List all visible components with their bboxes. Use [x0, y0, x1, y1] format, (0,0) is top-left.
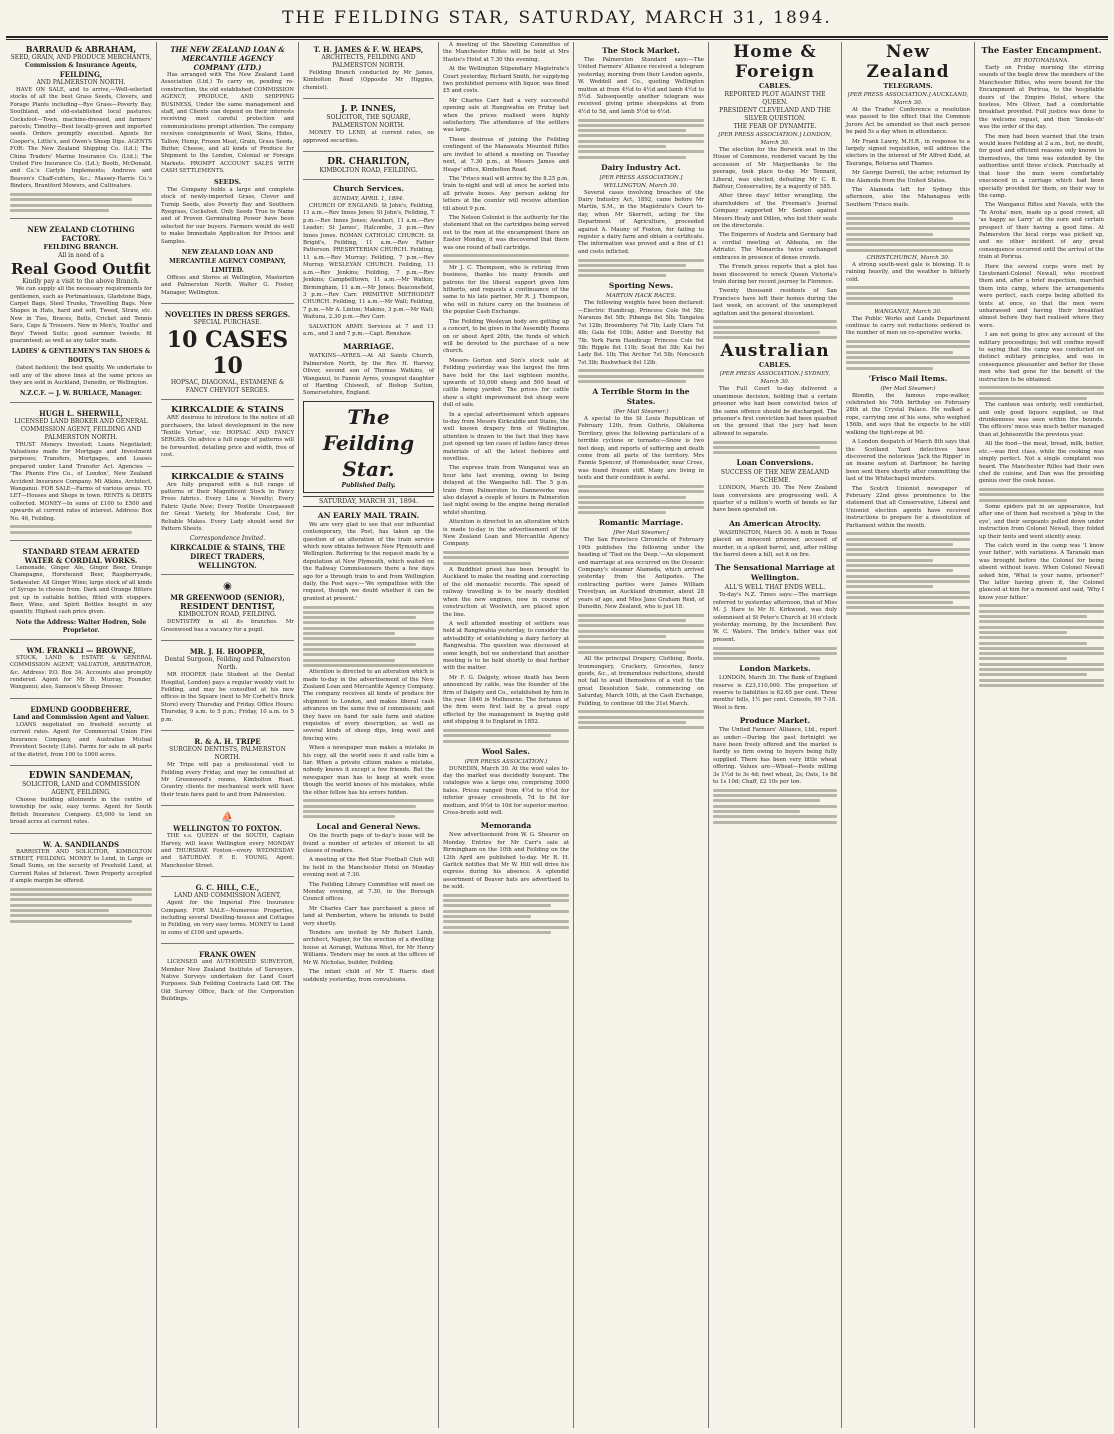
news-item: A Buddhist priest has been brought to Auckland to make the reading and correcting of the old monastic records. The speed of railway travelling is to be nearly doubled when the new engines, now in course of construction at Woolwich, are placed upon the line.: [443, 567, 569, 618]
wool-sales-source: (PER PRESS ASSOCIATION.): [464, 758, 548, 765]
sensational-marriage-subheading: ALL'S WELL THAT ENDS WELL.: [724, 584, 826, 592]
leader-heading: AN EARLY MAIL TRAIN.: [317, 510, 420, 520]
sporting-news-heading: Sporting News.: [608, 281, 674, 291]
encampment-paragraph: All the food—the meat, bread, milk, butter, etc.—was first class, while the cooking was simply perfect. Not a single complaint was heard. The Manchester Rifles had their own chef de cuisine, and Dan was the presiding genius over the cook house.: [979, 441, 1104, 485]
paper-subtitle: Published Daily.: [341, 481, 396, 489]
news-item: At the Wellington Stipendiary Magistrate's Court yesterday, Richard Smith, for supplying two prohibited persons with liquor, was fined £5 and costs.: [443, 66, 569, 95]
produce-market-heading: Produce Market.: [739, 716, 811, 726]
ad-body: Offices and Stores at Wellington, Masterton and Palmerston North. Walter G. Foster, Manager, Wellington.: [161, 274, 294, 296]
news-item: Mr F. G. Dalgety, whose death has been announced by cable, was the founder of the firm of Dalgety and Co., established by him in the year 1846 in Melbourne. The fortunes of the firm were first laid by a great copy effected by the management in buying gold and shipping it to England in 1852.: [443, 674, 569, 726]
ad-kirkcaldie-2: [161, 470, 294, 576]
church-services-footer: SALVATION ARMY. Services at 7 and 11 a.m., and 3 and 7 p.m.—Capt. Renshaw.: [303, 323, 434, 337]
encampment-paragraph: The men had been warned that the train would leave Feilding at 2 a.m., but, no doubt, for good and efficient reasons only known to themselves, the time was extended by the authorities until three o'clock. Punctually at that hour the men were comfortably ensconced in a carriage which had been specially provided for them, on their way to the camp.: [979, 133, 1104, 199]
ad-title: KIRKCALDIE & STAINS: [171, 471, 284, 482]
ad-tripe-dentists: [161, 734, 294, 806]
masthead-rule: [6, 36, 1108, 38]
dairy-act-body: Several cases involving breaches of the Dairy Industry Act, 1892, came before Mr Martin, S.M., in the Magistrate's Court to-day, when Mr Skerrett, acting for the Department of Agriculture, proceeded against A. Mauny of Foxton, for failing to register a dairy farm and obtain a certificate. The information was proved and a fine of £1 and costs inflicted.: [578, 189, 704, 255]
ad-nz-loan-mercantile: [161, 42, 294, 304]
ad-title: BARRAUD & ABRAHAM,: [25, 44, 137, 54]
ad-body: LICENSED and AUTHORISED SURVEYOR, Member New Zealand Institute of Surveyors. Native Surveys undertaken for Land Court Purposes. Sub Feilding Contracts Laid Off. The Old Survey Office, Back of the Corporation Buildings.: [161, 959, 294, 1003]
ad-subtitle: SURGEON DENTISTS, PALMERSTON NORTH.: [169, 746, 286, 762]
church-services-date: SUNDAY, APRIL 1, 1894.: [332, 196, 405, 203]
news-item: Messrs Gorton and Son's stock sale at Feilding yesterday was the largest the firm have held for the last eighteen months, upwards of 10,000 sheep and 500 head of cattle being yarded. The prices for cattle show a slight improvement but sheep were dull of sale.: [443, 357, 569, 409]
ad-title: NEW ZEALAND LOAN AND MERCANTILE AGENCY COMPANY, LIMITED.: [169, 248, 286, 274]
easter-encampment-heading: The Easter Encampment.: [981, 46, 1102, 56]
news-item: A well attended meeting of settlers was held at Rangiwahia yesterday, to consider the advisability of establishing a dairy factory at Rangiwahia. The question was discussed at some length, but we understand that another meeting is to be held shortly to deal further with the matter.: [443, 620, 569, 672]
local-news-item: Mr Charles Carr has purchased a piece of land at Pemberton, where he intends to build very shortly.: [303, 905, 434, 927]
news-item: The Nelson Colonist is the authority for the statement that on the cartridges being served out to the men at the encampment there on Easter Monday, it was discovered that there was one round of ball cartridge.: [443, 214, 569, 251]
ad-body: HOPSAC, DIAGONAL, ESTAMENE & FANCY CHEVIOT SERGES.: [170, 379, 285, 395]
frisco-mail-source: (Per Mail Steamer.): [880, 385, 936, 392]
ad-body: MR HOOPER (late Student at the Dental Hospital, London) pays a regular weekly visit to Feilding, and may be consulted at his new offices in the Square (next to Mr Corbett's Brick Store) every Thursday and Friday. Office Hours: Thursday, 9 a.m. to 5 p.m.; Friday, 10 a.m. to 5 p.m.: [161, 672, 294, 723]
ad-barraud-abraham: [10, 42, 152, 219]
produce-market-body: The United Farmers' Alliance, Ltd., report as under:—During the past fortnight we have been freely offered and the market is hardly so firm owing to buyers being fully supplied. There has been very little wheat offering. Values are—Wheat—Feeds milling 3s 1½d to 3s 4d; fowl wheat, 2s; Oats, 1s 8d to 1s 10d; Chaff, £2 10s per ton.: [713, 727, 837, 786]
encampment-paragraph: The catch word in the camp was 'I know your father', with variations. A Taranaki man was brought before the Colonel for being absent without leave. When Colonel Newall asked him, 'What is your name, prisoner?' The latter having given it, the Colonel glanced at him for a moment and said, 'Why I know your father.': [979, 542, 1104, 601]
cable-headline: THE FEAR OF DYNAMITE.: [733, 123, 817, 130]
ad-subtitle: ARCHITECTS, FEILDING AND PALMERSTON NORTH.: [321, 54, 416, 69]
ad-subtitle: SOLICITOR, THE SQUARE, PALMERSTON NORTH.: [326, 114, 411, 130]
dateline: SATURDAY, MARCH 31, 1894.: [303, 496, 434, 507]
cable-item: The Emperors of Austria and Germany had a cordial meeting at Abbazia, on the Adriatic. The Monarchs twice exchanged embraces in presence of dense crowds.: [713, 232, 837, 261]
masthead: THE FEILDING STAR, SATURDAY, MARCH 31, 1894.: [282, 8, 832, 28]
local-news-item: Tenders are invited by Mr Robert Lamb, architect, Napier, for the erection of a dwelling house at Aorangi, Waituna West, for Mr Henry Williams. Tenders may be seen at the offices of Mr W. Nicholas, builder, Feilding.: [303, 930, 434, 966]
london-markets-body: LONDON, March 30. The Bank of England reserve is £23,110,000. The proportion of reserve to liabilities is 62.65 per cent. Three months' bills, 1½ per cent. Consols, 99 7-16. Wool is firm.: [713, 675, 837, 711]
cable-item: The election for the Berwick seat in the House of Commons, rendered vacant by the accession of Mr Marjoribanks to the peerage, took place to-day. Mr Tennant, Liberal, was elected, defeating Mr C. B. Balfour, Conservative, by a majority of 585.: [713, 147, 837, 191]
ad-subtitle: FEILDING BRANCH.: [43, 243, 119, 252]
telegram-item: The Alameda left for Sydney this afternoon, also the Mahanapua with Southern 'Frisco mails.: [846, 187, 970, 208]
cable-headline: PRESIDENT CLEVELAND AND THE SILVER QUESTION.: [719, 107, 831, 122]
column-6: [708, 42, 841, 1428]
ad-body: Lemonade, Ginger Ale, Ginger Beer, Orange Champagne, Horehound Beer, Raspberryade, Sodawater. All Ginger Wine; large stock of all kinds of Syrups to choose from. Dark and Orange Bitters put up in suitable bottles, fitted with stoppers. Beer, Wine, and Spirit Bottles bought in any quantity. Highest cash price given.: [10, 565, 152, 616]
ad-subtitle: KIMBOLTON ROAD, FEILDING.: [319, 167, 418, 175]
telegram-item: At the Trades' Conference a resolution was passed to the effect that the Common Jurors Act be amended so that each person be paid 5s a day when in attendance.: [846, 107, 970, 136]
frisco-mail-heading: 'Frisco Mail Items.: [868, 373, 948, 383]
newspaper-page: [6, 42, 1108, 1428]
ad-title: MR GREENWOOD (SENIOR),: [170, 593, 285, 603]
ad-title: NEW ZEALAND CLOTHING FACTORY.: [27, 225, 135, 244]
telegram-dateline: CHRISTCHURCH, March 30.: [866, 254, 950, 261]
ad-goodbehere: [10, 702, 152, 766]
news-item: The Feilding Wesleyan body are getting up a concert, to be given in the Assembly Rooms on or about April 20th, the funds of which will be devoted to the purchase of a new church.: [443, 318, 569, 355]
storm-body: A special to the St Louis Republican of February 12th, from Guthrie, Oklahoma Territory, gives the following particulars of a terrible cyclone or tornado:—Snow is two feet deep, and reports of suffering and death come from all parts of the territory. Mrs Fannie Spencer, of Homesteader, near Cross, was found frozen stiff. Many are living in tents and their condition is awful.: [578, 416, 704, 482]
masthead-rule-thin: [6, 39, 1108, 40]
ad-subtitle: FEILDING,: [59, 70, 103, 79]
ad-title: EDMUND GOODBEHERE,: [30, 704, 132, 714]
ad-charlton: [303, 155, 434, 180]
atrocity-heading: An American Atrocity.: [729, 518, 821, 528]
church-services-heading: Church Services.: [333, 184, 404, 194]
cable-dateline: [PER PRESS ASSOCIATION.] SYDNEY, March 30.: [719, 371, 831, 386]
ad-kirkcaldie-1: [161, 403, 294, 466]
nz-telegrams-subheading: TELEGRAMS.: [883, 82, 933, 90]
ad-headline-real-good-outfit: Real Good Outfit: [11, 260, 151, 279]
ad-signature: Correspondence Invited.: [189, 535, 266, 543]
ad-body: The Company holds a large and complete stock of newly-imported Grass, Clover and Turnip Seeds, also Poverty Bay and Southern Ryegrass, Cocksfoot. Only Seeds True to Name and of Proven Germinating Power have been selected for our buyers. Farmers would do well to make Immediate Application for Prices and Samples.: [161, 186, 294, 245]
column-1: [6, 42, 156, 1428]
ad-sandilands: [10, 837, 152, 929]
sporting-news-subheading: MARTON HACK RACES.: [605, 293, 677, 300]
loan-conversions-heading: Loan Conversions.: [736, 458, 814, 468]
ad-dress-serges: [161, 307, 294, 400]
ad-body: Choose building allotments in the centre of township for sale, easy terms. Agent for South British Insurance Company. £5,000 to lend on broad acres at current rates.: [10, 796, 152, 826]
ad-title: THE NEW ZEALAND LOAN & MERCANTILE AGENCY COMPANY (LTD.): [170, 45, 285, 72]
stock-market-heading: The Stock Market.: [602, 46, 680, 55]
leader-paragraph: We are very glad to see that our influential contemporary, the Post, has taken up the question of an alteration of the train service which now obtains between New Plymouth and Wellington. Referring to the request made by a deputation at New Plymouth, which waited on the Railway Commissioners there a few days ago for a through train to and from Wellington daily, the Post says:—'We sympathise with the request, though we doubt whether it can be granted at present.': [303, 521, 434, 602]
cable-item: The French press reports that a plot has been discovered to wreck Queen Victoria's train during her recent journey to Florence.: [713, 264, 837, 285]
telegram-dateline: [PER PRESS ASSOCIATION.] AUCKLAND, March 30.: [847, 92, 969, 106]
church-services-body: CHURCH OF ENGLAND. St John's, Feilding, 11 a.m.—Rev Innes Jones; St John's, Feilding, 7 p.m.—Rev Innes Jones; Awahuri, 11 a.m.—Rev Leader; St James', Halcombe, 3 p.m.—Rev Innes Jones. ROMAN CATHOLIC CHURCH. St Brigid's, Feilding, 11 a.m.—Rev Father Patterson. PRESBYTERIAN CHURCH. Feilding, 11 a.m.—Rev Murray; Feilding, 7 p.m.—Rev Murray. WESLEYAN CHURCH. Feilding, 11 a.m.—Rev Jenkins; Feilding, 7 p.m.—Rev Jenkins; Campbelltown, 11 a.m.—Mr Watkin; Birmingham, 11 a.m.—Mr Jones; Beaconsfield, 3 p.m.—Rev Carr. PRIMITIVE METHODIST CHURCH. Feilding, 11 a.m.—Mr Wall; Feilding, 7 p.m.—Mr A. Linton; Makino, 3 p.m.—Mr Wall; Waituna, 2.30 p.m.—Rev Carr.: [303, 203, 434, 321]
romantic-marriage-source: [Per Mail Steamer.]: [613, 530, 669, 537]
ad-title: MR. J. H. HOOPER,: [189, 647, 266, 657]
news-item: Mr Charles Carr had a very successful opening sale at Rangiwahia on Friday last when the prices realised were highly satisfactory. The attendance of the settlers was large.: [443, 97, 569, 134]
ad-body: TRUST Moneys Invested; Loans Negotiated; Valuations made for Mortgage and Investment purposes; Transfers, Mortgages, and Leases prepared under Land Transfer Act. Agencies — 'The Phenix Fire Co., of London', New Zealand Accident Insurance Company. Mt Atkins, Architect, Wanganui. FOR SALE—Farms of various areas. TO LET—Houses and Shops in town. RENTS & DEBTS collected. MONEY—In sums of £100 to £500 and upwards at current rates of interest. Address: Box No. 46, Feilding.: [10, 441, 152, 522]
storm-source: (Per Mail Steamer.): [613, 409, 669, 416]
ad-title: W. A. SANDILANDS: [42, 839, 120, 849]
telegram-dateline: WANGANUI, March 30.: [874, 308, 942, 315]
ad-body: (latest fashion); the best quality. We undertake to sell any of the above lines at the same prices as they are sold in Auckland, Dunedin, or Wellington.: [10, 365, 152, 387]
news-item: A meeting of the Shooting Committee of the Manchester Rifles will be held at Mrs Hastie's Hotel at 7.30 this evening.: [443, 42, 569, 63]
ad-subtitle: RESIDENT DENTIST,: [179, 601, 276, 612]
dairy-act-source: [PER PRESS ASSOCIATION.] WELLINGTON, March 30.: [599, 174, 683, 189]
home-foreign-heading: Home & Foreign: [733, 42, 817, 82]
ad-title: KIRKCALDIE & STAINS, THE DIRECT TRADERS, WELLINGTON.: [170, 543, 285, 571]
ad-clothing-factory: [10, 222, 152, 402]
news-item: Mr J. C. Thompson, who is retiring from business, thanks his many friends and patrons for the liberal support given him hitherto, and requests a continuance of the same to his late partner, Mr R. J. Thompson, who will in future carry on the business of the popular Cash Exchange.: [443, 264, 569, 316]
ad-body: MONEY TO LEND, at current rates, on approved securities.: [303, 130, 434, 144]
marriage-heading: MARRIAGE.: [343, 342, 394, 352]
ad-title: SEEDS.: [214, 177, 241, 186]
ad-subtitle: Kindly pay a visit to the above Branch.: [22, 278, 140, 286]
easter-encampment-byline: BY ROTONAHANA.: [1013, 58, 1070, 64]
ad-title: KIRKCALDIE & STAINS: [171, 405, 284, 416]
paper-title: The Feilding Star.: [322, 404, 415, 481]
news-item: The 'Frisco mail will arrive by the 8.25 p.m. train to-night and will at once be sorted into all private boxes. Any person asking for letters at the counter will receive attention till about 9 p.m.: [443, 175, 569, 212]
loan-conversions-body: LONDON, March 30. The New Zealand loan conversions are progressing well. A quarter of a million's worth of bonds so far have been operated on.: [713, 485, 837, 514]
ad-subtitle: LICENSED LAND BROKER AND GENERAL COMMISSION AGENT, FEILDING AND PALMERSTON NORTH.: [14, 417, 148, 441]
leader-paragraph: Attention is directed to an alteration which is made to-day in the advertisement of the New Zealand Loan and Mercantile Agency Company. The company receives all kinds of produce for shipment to London, and makes liberal cash advances on the same free of commission; and they have on hand for sale farm and station requisites of every description, as well as several kinds of sheep dips, long wool and fencing wire.: [303, 669, 434, 742]
ad-body: Agent for the Imperial Fire Insurance Company. FOR SALE—Numerous Properties, including several Dwelling-houses and Cottages in Feilding, on very easy terms. MONEY to Lend in sums of £100 and upwards.: [161, 900, 294, 936]
encampment-paragraph: Early on Friday morning the stirring sounds of the bugle drew the members of the Manchester Rifles, who were bound for the Encampment at Porirua, to the hospitable doors of the Empire Hotel, where the hostess, Mrs Oliver, had a comfortable breakfast provided. Full justice was done to the welcome repast, and then 'Smoke-oh' was the order of the day.: [979, 65, 1104, 131]
marriage-notice: WATKINS—AYRES.—At All Saints Church, Palmerston North, by the Rev. H. Harvey, Oliver, second son of Thomas Watkins, of Wanganui, to Fannie Ayres, youngest daughter of Harding Chiswell, of Bishop Sutton, Somersetshire, England.: [303, 353, 434, 397]
dentist-tooth-icon: ◉: [223, 581, 232, 593]
ad-body: ARE desirous to introduce to the notice of all purchasers, the latest development in the new 'Textile Virtue', viz: HOPSAC AND FANCY SERGES. On advice a full range of patterns will be forwarded, detailing price and width, free of cost.: [161, 415, 294, 459]
ad-body: DENTISTRY in all its branches. Mr Greenwood has a vacancy for a pupil.: [161, 619, 294, 633]
ad-hill: [161, 880, 294, 944]
ad-hooper-dentist: [161, 644, 294, 731]
ad-subtitle: Commission & Insurance Agents,: [25, 62, 137, 69]
ad-body: LOANS negotiated on freehold security at current rates. Agent for Commercial Union Fire Insurance Company, and Australian Mutual Provident Society (Life). Farms for sale in all parts of the district, from 100 to 1000 acres.: [10, 721, 152, 758]
ad-sherwill: [10, 406, 152, 541]
encampment-paragraph: Some spiders put in an appearance, but after one of them had received a 'plug in the eye', and their sergeants pulled down under instruction from Colonel Newall, they folded up their tents and went silently away.: [979, 503, 1104, 540]
ad-body: Are fully prepared with a full range of patterns of their Magnificent Stock in Fancy Press fabrics. Every Line a Novelty; Every Fabric Quite New; Every Textile Unsurpassed for Great Variety, for Moderate Cost, for Reliable Makes. Every Lady should send for Pattern Sheets.: [161, 481, 294, 533]
ad-address: KIMBOLTON ROAD, FEILDING.: [178, 611, 277, 619]
ad-subtitle: Dental Surgeon, Feilding and Palmerston North.: [164, 656, 291, 672]
memoranda-heading: Memoranda: [480, 821, 532, 831]
telegram-item: Mr George Darrell, the actor, returned by the Alameda from the United States.: [846, 170, 970, 184]
ad-title: T. H. JAMES & F. W. HEAPS,: [313, 45, 424, 54]
ad-title: HUGH L. SHERWILL,: [39, 408, 123, 418]
dairy-act-heading: Dairy Industry Act.: [601, 162, 681, 172]
local-news-item: The infant child of Mr T. Harris died suddenly yesterday, from convulsions.: [303, 969, 434, 983]
ad-greenwood-dentist: [161, 578, 294, 641]
loan-conversions-subheading: SUCCESS OF THE NEW ZEALAND SCHEME.: [720, 469, 830, 485]
ad-signature: N.Z.C.F. — J. W. BURLACE, Manager.: [20, 389, 142, 397]
ad-title: R. & A. H. TRIPE: [194, 737, 261, 747]
telegram-item: Mr Frank Lawry, M.H.R., in response to a largely signed requisition, will address the electors in the interest of Mr Alfred Kidd, at Tauranga, Rotorua and Thames.: [846, 138, 970, 167]
column-4: [438, 42, 573, 1428]
news-item: The express train from Wanganui was an hour late last evening, owing to being delayed at the Wangaehu hill. The 5 p.m. train from Palmerston to Danneverke was also delayed a couple of hours in Palmerston last night owing to the engine being derailed whilst shunting.: [443, 465, 569, 516]
ad-body: THE s.s. QUEEN of the SOUTH, Captain Harvey, will leave Wellington every MONDAY and THURSDAY. Foxton—every WEDNESDAY and SATURDAY. F. E. YOUNG, Agent, Manchester Street.: [161, 833, 294, 869]
ad-subtitle: Land and Commission Agent and Valuer.: [12, 713, 150, 721]
ad-body: STOCK, LAND & ESTATE & GENERAL COMMISSION AGENT, VALUATOR, ARBITRATOR, &c. Address: P.O. Box 34. Accounts also promptly rendered. Agent for Mr D. Murray, Founder, Wanganui; also, Samson's Sheep Dresser.: [10, 654, 152, 691]
frisco-mail-item: Blondin, the famous rope-walker, celebrated his 70th birthday on February 28th at the Crystal Palace. He walked a rope, carrying one of his sons, who weighed 156lb, and says that he expects to be still walking the tight-rope at 90.: [846, 392, 970, 436]
atrocity-body: WASHINGTON, March 30. A mob in Texas placed an innocent prisoner, accused of murder, in a spiked barrel, and, after rolling the barrel down a hill, set it on fire.: [713, 529, 837, 558]
cable-item: Twenty thousand residents of San Francisco have left their homes during the last week, on account of the unemployed agitation and the general discontent.: [713, 288, 837, 317]
home-foreign-subheading: CABLES.: [759, 82, 791, 90]
steamship-icon: ⛵: [221, 812, 234, 824]
ad-body: BARRISTER AND SOLICITOR, KIMBOLTON STREET, FEILDING. MONEY to Lend, in Large or Small Sums, on the security of Freehold Land, at Current Rates of Interest. Town Property accepted if ample margin be offered.: [10, 848, 152, 885]
romantic-marriage-body: All the principal Drapery, Clothing, Boots, Ironmongery, Crockery, Groceries, fancy goods, &c., at tremendous reductions, should not fail to avail themselves of a visit to the great Desolution Sale, commencing on Saturday, March 10th, at the Cash Exchange, Feilding, to continue till the 31st March.: [578, 656, 704, 707]
ad-body: We can supply all the necessary requirements for gentlemen, such as Portmanteaux, Gladstone Bags, Carpet Bags, Steel Trunks, Travelling Bags. New Shapes in Hats, hard and soft, Tweed, Straw, etc. New in Ties, Braces, Belts, Cricket and Tennis Sacs, Caps & Trousers. New in Men's, Youths' and Boys' Tweed Suits; good summer tweeds; fit guaranteed; as well as any tailor made.: [10, 286, 152, 345]
news-item: Attention is directed to an alteration which is made to-day in the advertisement of the New Zealand Loan and Mercantile Agency Company.: [443, 519, 569, 548]
ad-signature: Note the Address: Walter Hodren, Sole Proprietor.: [15, 618, 147, 634]
ad-subtitle: AND PALMERSTON NORTH.: [36, 79, 126, 86]
australian-subheading: CABLES.: [759, 361, 791, 370]
ad-aerated-water: [10, 544, 152, 640]
ad-body: Mr Tripe will pay a professional visit to Feilding every Friday, and may be consulted at Mr Greenwood's rooms, Kimbolton Road. Country clients for mechanical work will have their train fares paid to and from Palmerston.: [161, 762, 294, 798]
ad-title: STANDARD STEAM AERATED WATER & CORDIAL WORKS.: [22, 547, 140, 565]
ad-title: J. P. INNES,: [341, 104, 396, 115]
stock-market-body: The Palmerston Standard says:—The United Farmers' Alliance received a telegram yesterday, morning from their London agents, W. Weddell and Co., quoting Wellington mutton at from 4½d to 4½d and lamb 4½d to 5½d. Subsequently another telegram was received giving prime sheepskins at from 4½d to 5d, and lamb 5½d to 6½d.: [578, 57, 704, 115]
encampment-paragraph: I am not going to give any account of the military proceedings; but will confine myself to saying that the camp was conducted on distinct military principles, and was in consequence pleasanter and better for those men who had gone for the benefit of the instruction to be obtained.: [979, 332, 1104, 383]
romantic-marriage-body: The San Francisco Chronicle of February 19th publishes the following under the heading of 'Tied on the Deep.'—An elopement and marriage at sea occurred on the Oceanic Company's steamer Alameda, which arrived yesterday from the Antipodes. The contracting parties were James William Trevelyan, an Auckland drummer, about 28 years of age, and Miss Jane Graham Reid, of Dunedin, New Zealand, who is just 18.: [578, 537, 704, 611]
frisco-mail-item: A London despatch of March 8th says that the Scotland Yard detectives have discovered the notorious 'Jack the Ripper' in an insane asylum at Dartmoor, he having been sent there shortly after committing the last of the Whitechapel murders.: [846, 439, 970, 483]
cable-item: After three days' bitter wrangling, the shareholders of the Freeman's Journal Company supported Mr Sexton against Messrs Healy and Dillon, who lost their seats on the directorate.: [713, 193, 837, 230]
london-markets-heading: London Markets.: [739, 664, 811, 674]
ad-title: WM. FRANKLI — BROWNE,: [26, 645, 136, 655]
ad-subtitle: SEED, GRAIN, AND PRODUCE MERCHANTS,: [10, 54, 152, 61]
ad-subtitle: SOLICITOR, LAND and COMMISSION AGENT, FEILDING.: [22, 780, 140, 796]
memoranda-body: New advertisement from W. G. Shearer on Monday. Entries for Mr Carr's sale at Birmingham on the 10th and Feilding on the 12th April are published to-day. Mr R. H. Garlick notifies that Mr W. Hill will drive his express during his absence. A splendid assortment of Beaver hats are advertised to be sold.: [443, 832, 569, 891]
ad-title: WELLINGTON TO FOXTON.: [173, 824, 282, 834]
news-item: Those desirous of joining the Feilding contingent of the Manawatu Mounted Rifles are invited to attend a meeting on Tuesday next, at 7.30 p.m., at Messrs James and Heaps' office, Kimbolton Road.: [443, 136, 569, 173]
telegram-item: The Public Works and Lands Department continue to carry out reductions ordered in the number of men on co-operative works.: [846, 315, 970, 337]
news-item: In a special advertisement which appears to-day from Messrs Kirkcaldie and Stains, the well known drapery firm of Wellington, attention is drawn to the fact that they have just opened up ten cases of ladies fancy dress materials of all the latest fashions and novelties.: [443, 411, 569, 463]
column-5: [573, 42, 708, 1428]
leader-paragraph: When a newspaper man makes a mistake in his copy, all the world sees it and calls him a liar. When a private citizen makes a mistake, nobody knows it except a few friends. But the newspaper man has to keep at work even though the world knows of his mistakes, while the other fellow has his errors hidden.: [303, 745, 434, 796]
sensational-marriage-heading: The Sensational Marriage at Wellington.: [715, 563, 835, 583]
ad-subtitle: SPECIAL PURCHASE.: [193, 319, 262, 327]
ad-title: FRANK OWEN: [199, 950, 256, 960]
column-7: [841, 42, 974, 1428]
ad-title: G. C. HILL, C.E.,: [195, 883, 260, 893]
local-news-item: On the fourth page of to-day's issue will be found a number of articles of interest to all classes of readers.: [303, 833, 434, 855]
cable-item: The Full Court to-day delivered a unanimous decision, holding that a certain prisoner who had been convicted twice of the same offence should be discharged. The prisoner's first conviction had been quashed on the ground that the jury had been allowed to separate.: [713, 386, 837, 437]
ad-innes: [303, 102, 434, 152]
romantic-marriage-heading: Romantic Marriage.: [598, 518, 684, 528]
ad-frankli-browne: [10, 643, 152, 699]
wool-sales-body: DUNEDIN, March 30. At the wool sales to-day the market was decidedly buoyant. The catalogue was a large one, comprising 3000 bales. Prices ranged from 4½d to 6½d for inferior greasy crossbreds, 7d to 8d for medium, and 9½d to 10d for superior merino. Cross-breds sold well.: [443, 765, 569, 816]
ad-headline-10-cases: 10 CASES 10: [166, 327, 289, 380]
storm-heading: A Terrible Storm in the States.: [592, 387, 690, 407]
ad-body: HAVE ON SALE, and to arrive,—Well-selected stocks of all the best Grass Seeds, Clovers, and Forage Plants including—Rye Grass—Poverty Bay, Southland, and old-established local pastures; Cocksfoot—Town, machine-dressed, and farmers' parcels; Timothy—Best locally-grown and imported seeds. Orders promptly executed. Agents for Cooper's, Little's, and Owen's Sheep Dips. AGENTS FOR: The New Zealand Shipping Co. (Ld.); The China Traders' Marine Insurance Co. (Ltd.); The United Fire Insurance Co. (Ld.); Booth, McDonald, and Co.'s Carlyle Implements; Andrews and Beaven's Chaff-cutters, &c.; Massey-Harris Co.'s Binders, Brantford Mowers, and Cultivators.: [10, 87, 152, 190]
column-2: [156, 42, 298, 1428]
ad-owen-surveyor: [161, 947, 294, 1009]
ad-james-heaps: [303, 42, 434, 99]
ad-title: DR. CHARLTON,: [327, 157, 410, 168]
sensational-marriage-body: To-day's N.Z. Times says:—The marriage referred to yesterday afternoon, that of Miss M. J. Hare to Mr H. Kirkwood, was duly solemnised at St Peter's Church at 10 o'clock yesterday morning, by the Incumbent Rev. W. C. Waters. The bride's father was not present.: [713, 592, 838, 643]
ad-subtitle: All in need of a: [58, 252, 104, 260]
local-news-item: The Feilding Library Committee will meet on Monday evening, at 7.30, in the Borough Council offices.: [303, 881, 434, 903]
ad-sandeman: [10, 769, 152, 834]
paper-title-block: [303, 401, 434, 493]
nz-telegrams-heading: New Zealand: [866, 42, 950, 82]
cable-headline: REPORTED PLOT AGAINST THE QUEEN.: [724, 91, 826, 106]
sporting-news-body: The following weights have been declared:—Electric Handicap, Princess Cole 9st 5lb; Naranza 8st 5lb; Pibanga 8st 5lb; Tangatoa 7st 12lb; Broomberry 7st 7lb; Lady Clare 7st 4lb; Gala 6st 10lb; Adder and Dorothy 6st 7lb. York Farm Handicap: Princess Cole 9st 5lb; Ripple 8st 11lb; Scud 8st 3lb; Kai Iwi Lady 8st. 1lb; The Archer 7st 5lb; Noncsuch 7st 3lb; Bushwhack 6st 12lb.: [578, 300, 704, 366]
ad-body: Feilding Branch conducted by Mr James, Kimbolton Road (Opposite Mr Higgins, chemist).: [303, 70, 434, 91]
ad-title: EDWIN SANDEMAN,: [28, 770, 134, 781]
cable-dateline: [PER PRESS ASSOCIATION.] LONDON, March 30.: [718, 132, 832, 146]
ad-title: LADIES' & GENTLEMEN'S TAN SHOES & BOOTS,: [11, 348, 151, 365]
ad-body: Has arranged with The New Zealand Land Association (Ltd.) To carry on, pending re-construction, the old established COMMISSION AGENCY, PRODUCE, AND SHIPPING BUSINESS, Under the same management and staff, and Clients can depend on their interests receiving most careful protection and communications prompt attention. The company receives consignments of Wool, Skins, Hides, Tallow, Hemp, Frozen Meat, Grain, Grass Seeds, Butter, Cheese, and all kinds of Produce for Shipment to the London, Colonial or Foreign Markets. PROMPT ACCOUNT SALES WITH CASH SETTLEMENTS.: [161, 72, 294, 175]
column-8: [974, 42, 1108, 1428]
ad-subtitle: LAND AND COMMISSION AGENT,: [173, 892, 282, 900]
frisco-mail-item: The Scotch Unionist newspaper of February 22nd gives prominence to the statement that all Conservative, Liberal and Unionist election agents have received instructions to prepare for a dissolution of Parliament within the month.: [846, 485, 970, 529]
encampment-paragraph: Here the several corps were met by Lieutenant-Colonel Newall, who received them and, after a brief inspection, marched them into camp, where the arrangements were perfect, each corps being allotted its tents at once, so that the men were unharassed and having their breakfast almost before they had realised where they were.: [979, 263, 1104, 329]
encampment-paragraph: The Wanganui Rifles and Navals, with the 'Te Aroha' men, made up a good crowd, all 'as happy as Larry' at the sure and certain prospect of their having a good time. At Palmerston the local corps was picked up, and no other incident of any great consequence occurred until the arrival of the train at Porirua.: [979, 202, 1104, 261]
ad-title: NOVELTIES IN DRESS SERGES.: [164, 310, 291, 320]
australian-heading: Australian: [720, 341, 830, 362]
local-news-item: A meeting of the Red Star Football Club will be held in the Manchester Hotel on Monday evening next at 7.30.: [303, 857, 434, 879]
local-news-heading: Local and General News.: [316, 822, 421, 832]
column-3: [298, 42, 438, 1428]
ad-steamer-foxton: [161, 809, 294, 877]
encampment-paragraph: The canteen was orderly, well conducted, and only good liquors supplied, so that drunkenness was seen within the bounds. The officers' mess was much better managed than at Johnsonville the previous year.: [979, 402, 1104, 438]
telegram-item: A strong south-west gale is blowing. It is raining heavily, and the weather is bitterly cold.: [846, 261, 970, 283]
wool-sales-heading: Wool Sales.: [481, 746, 530, 756]
